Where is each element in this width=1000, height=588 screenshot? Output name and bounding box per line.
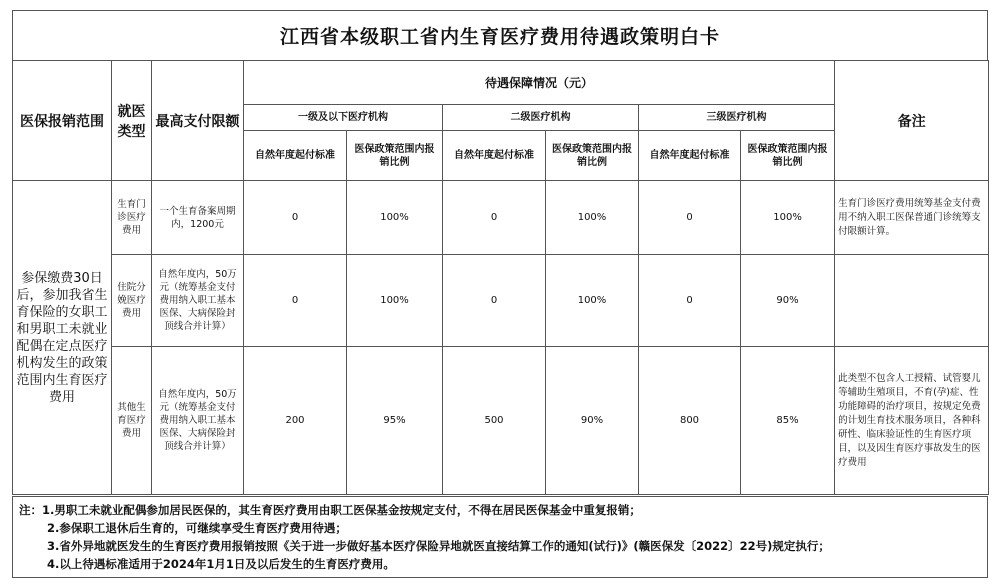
l3-ratio-cell: 85% <box>741 347 835 495</box>
scope-cell: 参保缴费30日后，参加我省生育保险的女职工和男职工未就业配偶在定点医疗机构发生的政策范围内生育医疗费用 <box>13 181 112 495</box>
header-remark: 备注 <box>835 61 989 181</box>
remark-cell: 生育门诊医疗费用统筹基金支付费用不纳入职工医保普通门诊统筹支付限额计算。 <box>835 181 989 255</box>
l3-ratio-cell: 90% <box>741 255 835 347</box>
policy-table <box>12 60 989 495</box>
l1-ratio-cell: 100% <box>347 181 443 255</box>
type-cell: 住院分娩医疗费用 <box>112 255 152 347</box>
table-row <box>13 181 989 255</box>
title-bar <box>12 10 988 60</box>
table-row <box>13 347 989 495</box>
header-l1-ratio: 医保政策范围内报销比例 <box>347 131 443 181</box>
l1-ratio-cell: 100% <box>347 255 443 347</box>
table-row <box>13 255 989 347</box>
l3-deductible-cell: 0 <box>639 181 741 255</box>
l2-ratio-cell: 100% <box>546 181 639 255</box>
note-line: 注：1.男职工未就业配偶参加居民医保的，其生育医疗费用由职工医保基金按规定支付，不得在居民医保基金中重复报销； <box>19 503 641 517</box>
type-cell: 其他生育医疗费用 <box>112 347 152 495</box>
note-line: 2.参保职工退休后生育的，可继续享受生育医疗费用待遇； <box>47 521 347 535</box>
note-line: 4.以上待遇标准适用于2024年1月1日及以后发生的生育医疗费用。 <box>47 557 395 571</box>
header-level-2: 二级医疗机构 <box>443 105 639 131</box>
max-pay-cell: 一个生育备案周期内，1200元 <box>152 181 244 255</box>
l3-deductible-cell: 0 <box>639 255 741 347</box>
l1-deductible-cell: 200 <box>244 347 347 495</box>
header-l2-ratio: 医保政策范围内报销比例 <box>546 131 639 181</box>
header-scope: 医保报销范围 <box>13 61 112 181</box>
l3-deductible-cell: 800 <box>639 347 741 495</box>
remark-cell: 此类型不包含人工授精、试管婴儿等辅助生殖项目，不育(孕)症、性功能障碍的治疗项目，按规定免费的计划生育技术服务项目，各种科研性、临床验证性的生育医疗项目，以及因生育医疗事故发生的医疗费用 <box>835 347 989 495</box>
l1-deductible-cell: 0 <box>244 181 347 255</box>
header-level-3: 三级医疗机构 <box>639 105 835 131</box>
l2-ratio-cell: 90% <box>546 347 639 495</box>
header-l2-deductible: 自然年度起付标准 <box>443 131 546 181</box>
header-benefit: 待遇保障情况（元） <box>244 61 835 105</box>
header-level-1: 一级及以下医疗机构 <box>244 105 443 131</box>
remark-cell <box>835 255 989 347</box>
l3-ratio-cell: 100% <box>741 181 835 255</box>
max-pay-cell: 自然年度内，50万元（统筹基金支付费用纳入职工基本医保、大病保险封顶线合并计算） <box>152 347 244 495</box>
max-pay-cell: 自然年度内，50万元（统筹基金支付费用纳入职工基本医保、大病保险封顶线合并计算） <box>152 255 244 347</box>
header-max-pay: 最高支付限额 <box>152 61 244 181</box>
l1-ratio-cell: 95% <box>347 347 443 495</box>
note-line: 3.省外异地就医发生的生育医疗费用报销按照《关于进一步做好基本医疗保险异地就医直接结算工作的通知(试行)》(赣医保发〔2022〕22号)规定执行； <box>47 539 830 553</box>
header-type: 就医类型 <box>112 61 152 181</box>
l2-deductible-cell: 0 <box>443 181 546 255</box>
notes-section <box>12 496 988 578</box>
type-cell: 生育门诊医疗费用 <box>112 181 152 255</box>
l1-deductible-cell: 0 <box>244 255 347 347</box>
l2-deductible-cell: 500 <box>443 347 546 495</box>
header-l1-deductible: 自然年度起付标准 <box>244 131 347 181</box>
header-l3-ratio: 医保政策范围内报销比例 <box>741 131 835 181</box>
l2-ratio-cell: 100% <box>546 255 639 347</box>
page-title: 江西省本级职工省内生育医疗费用待遇政策明白卡 <box>279 26 720 48</box>
l2-deductible-cell: 0 <box>443 255 546 347</box>
header-l3-deductible: 自然年度起付标准 <box>639 131 741 181</box>
